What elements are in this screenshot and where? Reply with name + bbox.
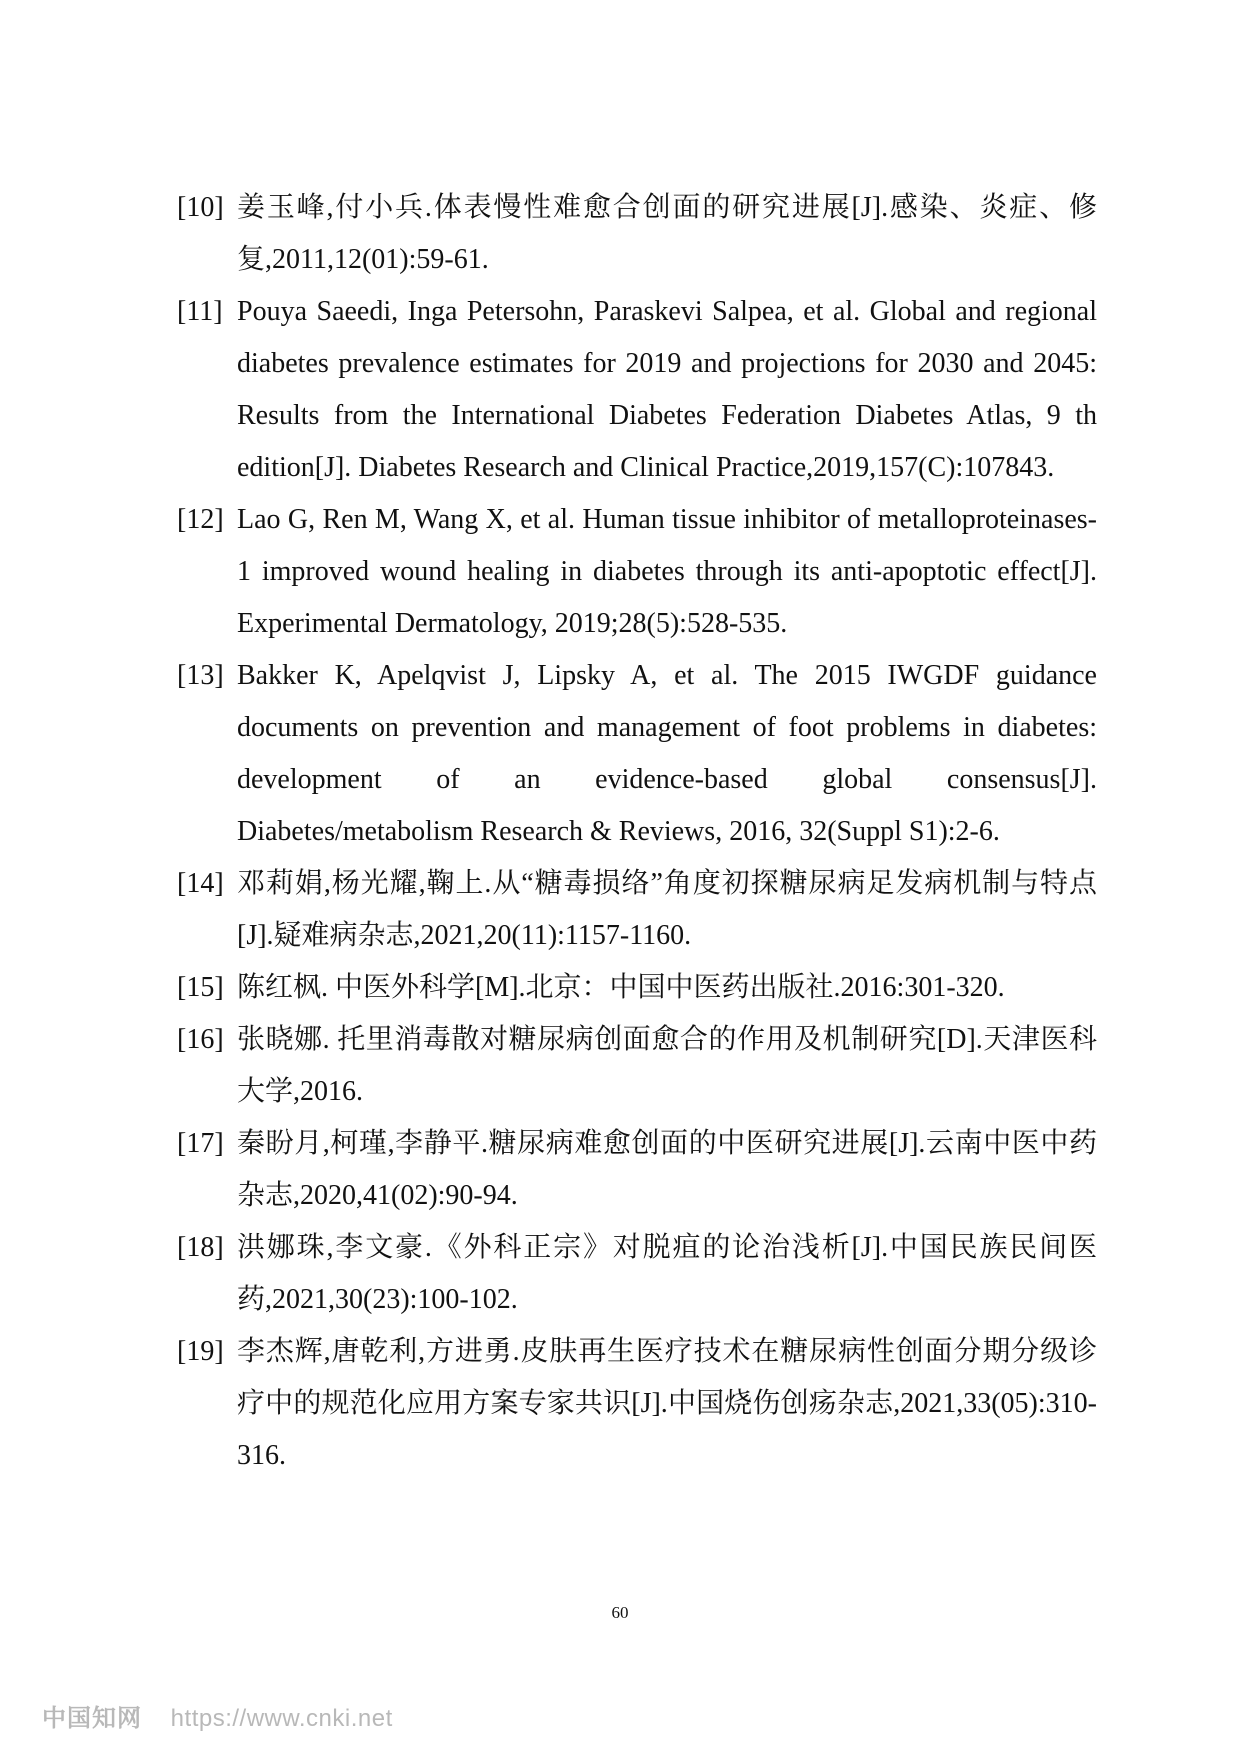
reference-number: [13]: [177, 660, 224, 691]
reference-number: [16]: [177, 1024, 224, 1055]
reference-item: [177, 858, 1097, 962]
watermark-url: https://www.cnki.net: [170, 1705, 393, 1732]
reference-number: [10]: [177, 192, 224, 223]
reference-item: [177, 650, 1097, 858]
page-number: 60: [611, 1603, 629, 1622]
reference-item: [177, 1222, 1097, 1326]
reference-text: 张晓娜. 托里消毒散对糖尿病创面愈合的作用及机制研究[D].天津医科大学,2016.: [237, 1024, 1097, 1107]
reference-item: [177, 1014, 1097, 1118]
reference-text: 秦盼月,柯瑾,李静平.糖尿病难愈创面的中医研究进展[J].云南中医中药杂志,2020,41(02):90-94.: [237, 1128, 1097, 1211]
reference-number: [19]: [177, 1336, 224, 1367]
reference-number: [12]: [177, 504, 224, 535]
reference-text: 洪娜珠,李文豪.《外科正宗》对脱疽的论治浅析[J].中国民族民间医药,2021,30(23):100-102.: [237, 1232, 1097, 1315]
reference-text: Bakker K, Apelqvist J, Lipsky A, et al. The 2015 IWGDF guidance documents on prevention and management of foot problems in diabetes: development of an evidence-based global consensus[J]. Diabetes/metabolism Research & Reviews, 2016, 32(Suppl S1):2-6.: [237, 660, 1097, 847]
reference-item: [177, 182, 1097, 286]
reference-item: [177, 1118, 1097, 1222]
reference-item: [177, 962, 1097, 1014]
reference-text: Pouya Saeedi, Inga Petersohn, Paraskevi Salpea, et al. Global and regional diabetes prevalence estimates for 2019 and projections for 2030 and 2045: Results from the International Diabetes Federation Diabetes Atlas, 9 th edition[J]. Diabetes Research and Clinical Practice,2019,157(C):107843.: [237, 296, 1097, 483]
reference-text: 李杰辉,唐乾利,方进勇.皮肤再生医疗技术在糖尿病性创面分期分级诊疗中的规范化应用方案专家共识[J].中国烧伤创疡杂志,2021,33(05):310-316.: [237, 1336, 1097, 1471]
reference-text: 陈红枫. 中医外科学[M].北京：中国中医药出版社.2016:301-320.: [237, 972, 1005, 1003]
reference-text: 邓莉娟,杨光耀,鞠上.从“糖毒损络”角度初探糖尿病足发病机制与特点[J].疑难病杂志,2021,20(11):1157-1160.: [237, 868, 1097, 951]
reference-number: [17]: [177, 1128, 224, 1159]
reference-number: [18]: [177, 1232, 224, 1263]
reference-item: [177, 286, 1097, 494]
reference-item: [177, 1326, 1097, 1482]
reference-number: [15]: [177, 972, 224, 1003]
reference-list: [177, 182, 1097, 1482]
reference-number: [11]: [177, 296, 223, 327]
reference-number: [14]: [177, 868, 224, 899]
reference-item: [177, 494, 1097, 650]
cnki-watermark: [42, 1698, 393, 1733]
reference-text: 姜玉峰,付小兵.体表慢性难愈合创面的研究进展[J].感染、炎症、修复,2011,12(01):59-61.: [237, 192, 1097, 275]
reference-text: Lao G, Ren M, Wang X, et al. Human tissue inhibitor of metalloproteinases-1 improved wound healing in diabetes through its anti-apoptotic effect[J]. Experimental Dermatology, 2019;28(5):528-535.: [237, 504, 1097, 639]
watermark-logo: 中国知网: [42, 1705, 142, 1732]
